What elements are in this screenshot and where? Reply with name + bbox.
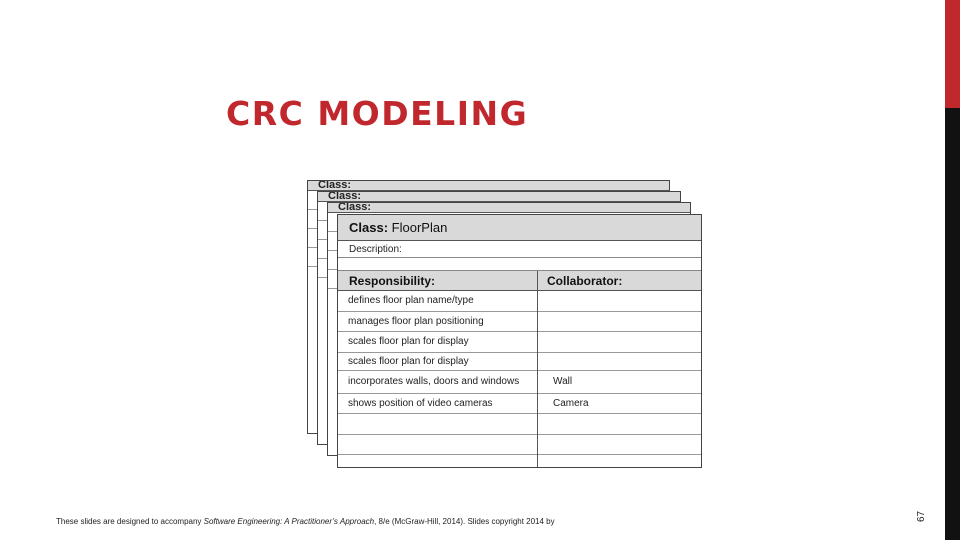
table-row xyxy=(338,414,701,435)
card-class-row xyxy=(338,215,701,241)
responsibility-cell: scales floor plan for display xyxy=(348,355,469,367)
table-row xyxy=(338,312,701,333)
table-row xyxy=(338,435,701,456)
column-divider xyxy=(537,271,538,467)
slide-title: CRC MODELING xyxy=(226,94,529,133)
footer-suffix: , 8/e (McGraw-Hill, 2014). Slides copyright 2014 by xyxy=(374,517,555,526)
crc-card-floorplan xyxy=(337,214,702,468)
class-name: FloorPlan xyxy=(391,220,448,235)
responsibility-cell: shows position of video cameras xyxy=(348,397,493,409)
responsibility-cell: manages floor plan positioning xyxy=(348,315,484,327)
card-blank-row xyxy=(338,258,701,271)
responsibility-table xyxy=(338,291,701,475)
footer-book-title: Software Engineering: A Practitioner’s Approach xyxy=(203,517,375,526)
footer-prefix: These slides are designed to accompany xyxy=(56,517,204,526)
table-row xyxy=(338,291,701,312)
sidebar-dark-bar xyxy=(945,108,960,540)
slide-number: 67 xyxy=(916,510,927,522)
collaborator-cell: Wall xyxy=(553,375,573,387)
card-back-class-label: Class: xyxy=(318,192,680,202)
sidebar-accent-bar xyxy=(945,0,960,108)
class-label: Class: xyxy=(349,220,389,235)
table-row xyxy=(338,353,701,371)
table-row xyxy=(338,394,701,415)
slide-footer xyxy=(56,516,555,528)
collaborator-cell: Camera xyxy=(553,397,589,409)
table-row xyxy=(338,371,701,394)
responsibility-header: Responsibility: xyxy=(349,274,436,288)
table-row xyxy=(338,455,701,475)
table-row xyxy=(338,332,701,353)
card-back-class-label: Class: xyxy=(308,181,669,191)
responsibility-cell: scales floor plan for display xyxy=(348,336,469,347)
responsibility-cell: incorporates walls, doors and windows xyxy=(348,375,520,387)
responsibility-cell: defines floor plan name/type xyxy=(348,295,474,306)
card-back-class-label: Class: xyxy=(328,203,690,213)
card-column-headers xyxy=(338,271,701,291)
card-description-label: Description: xyxy=(338,241,701,258)
collaborator-header: Collaborator: xyxy=(547,274,623,288)
